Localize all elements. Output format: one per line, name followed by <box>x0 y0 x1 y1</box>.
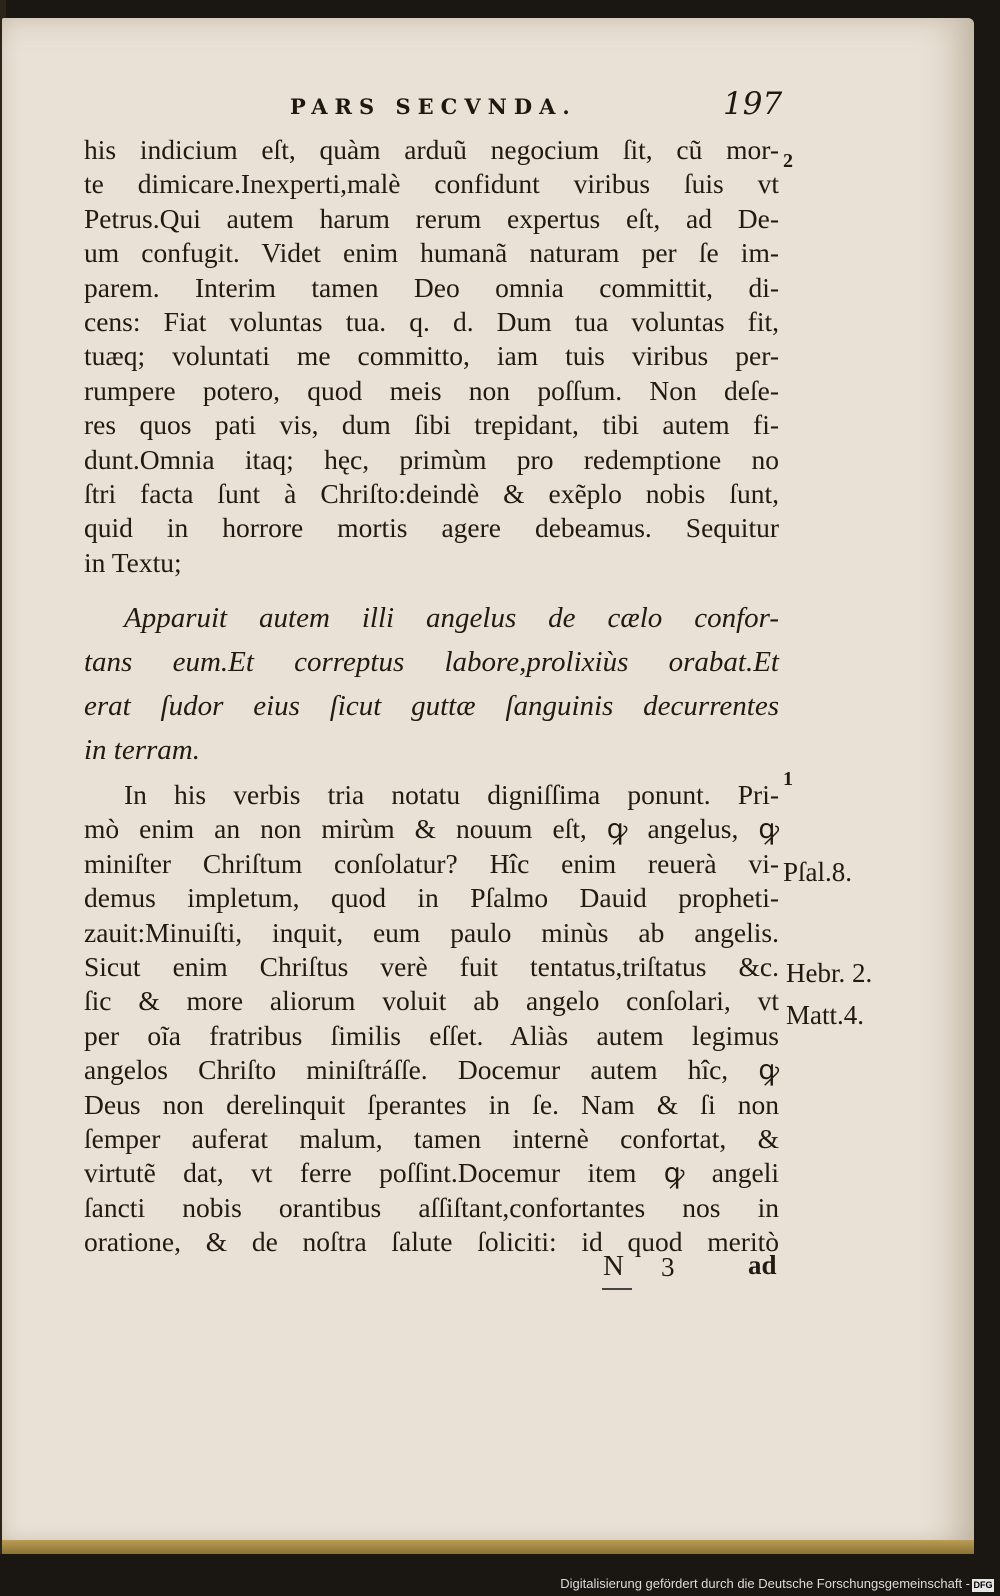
signature-underline <box>602 1288 632 1290</box>
scripture-quotation <box>84 596 779 772</box>
text-line: parem. Interim tamen Deo omnia committit, di- <box>84 271 779 303</box>
running-head: PARS SECVNDA. <box>290 94 577 119</box>
quotation-line: tans eum.Et correptus labore,prolixiùs orabat.Et <box>84 646 779 679</box>
text-line: dunt.Omnia itaq; hęc, primùm pro redemptione no <box>84 443 779 475</box>
text-line: per oĩa fratribus ſimilis eſſet. Aliàs autem legimus <box>84 1019 779 1051</box>
text-line: cens: Fiat voluntas tua. q. d. Dum tua voluntas fit, <box>84 305 779 337</box>
margin-note-1: 1 <box>783 768 793 790</box>
margin-note-matthew: Matt.4. <box>786 1000 864 1030</box>
text-line: ſemper auferat malum, tamen internè confortat, & <box>84 1122 779 1154</box>
text-line: quid in horrore mortis agere debeamus. Sequitur <box>84 512 779 544</box>
page-number: 197 <box>723 86 783 122</box>
quotation-line: Apparuit autem illi angelus de cælo confor- <box>124 602 779 635</box>
text-line: tuæq; voluntati me committo, iam tuis viribus per- <box>84 340 779 372</box>
text-line: mò enim an non mirùm & nouum eſt, ꝙ angelus, ꝙ <box>84 813 779 845</box>
page-gilt-edge <box>2 1540 974 1554</box>
text-line: in Textu; <box>84 546 182 578</box>
digitization-credit: Digitalisierung gefördert durch die Deutsche Forschungsgemeinschaft - <box>560 1576 970 1591</box>
text-line: oratione, & de noſtra ſalute ſoliciti: id quod meritò <box>84 1226 779 1258</box>
text-line: virtutẽ dat, vt ferre poſſint.Docemur item ꝙ angeli <box>84 1157 779 1189</box>
text-line: Sicut enim Chriſtus verè fuit tentatus,triſtatus &c. <box>84 951 779 983</box>
text-line: Petrus.Qui autem harum rerum expertus eſt, ad De- <box>84 202 779 234</box>
text-line: te dimicare.Inexperti,malè confidunt viribus ſuis vt <box>84 168 779 200</box>
dfg-logo: DFG <box>973 1580 993 1590</box>
text-line: ſic & more aliorum voluit ab angelo conſolari, vt <box>84 985 779 1017</box>
body-text <box>84 133 779 1260</box>
paragraph-commentary <box>84 778 779 1259</box>
text-line: miniſter Chriſtum conſolatur? Hîc enim reuerà vi- <box>84 847 779 879</box>
paragraph-opening <box>84 133 779 580</box>
margin-note-hebrews: Hebr. 2. <box>786 958 873 988</box>
text-line: Deus non derelinquit ſperantes in ſe. Nam & ſi non <box>84 1088 779 1120</box>
quotation-line: erat ſudor eius ſicut guttæ ſanguinis decurrentes <box>84 690 779 723</box>
text-line: ſancti nobis orantibus aſſiſtant,confortantes nos in <box>84 1191 779 1223</box>
text-line: demus impletum, quod in Pſalmo Dauid propheti- <box>84 882 779 914</box>
signature-number: 3 <box>661 1252 675 1282</box>
quotation-line: in terram. <box>84 734 200 767</box>
text-line: ſtri facta ſunt à Chriſto:deindè & exẽplo nobis ſunt, <box>84 477 779 509</box>
signature-mark: N <box>603 1250 624 1282</box>
text-line: angelos Chriſto miniſtráſſe. Docemur autem hîc, ꝙ <box>84 1054 779 1086</box>
text-line: In his verbis tria notatu digniſſima ponunt. Pri- <box>124 779 779 811</box>
catchword: ad <box>748 1250 777 1280</box>
text-line: zauit:Minuiſti, inquit, eum paulo minùs ab angelis. <box>84 916 779 948</box>
text-line: um confugit. Videt enim humanã naturam per ſe im- <box>84 237 779 269</box>
text-line: rumpere potero, quod meis non poſſum. Non deſe- <box>84 374 779 406</box>
margin-note-2: 2 <box>783 150 793 172</box>
margin-note-psalm: Pſal.8. <box>783 857 853 887</box>
text-line: his indicium eſt, quàm arduũ negocium ſit, cũ mor- <box>84 134 779 165</box>
text-line: res quos pati vis, dum ſibi trepidant, tibi autem fi- <box>84 409 779 441</box>
